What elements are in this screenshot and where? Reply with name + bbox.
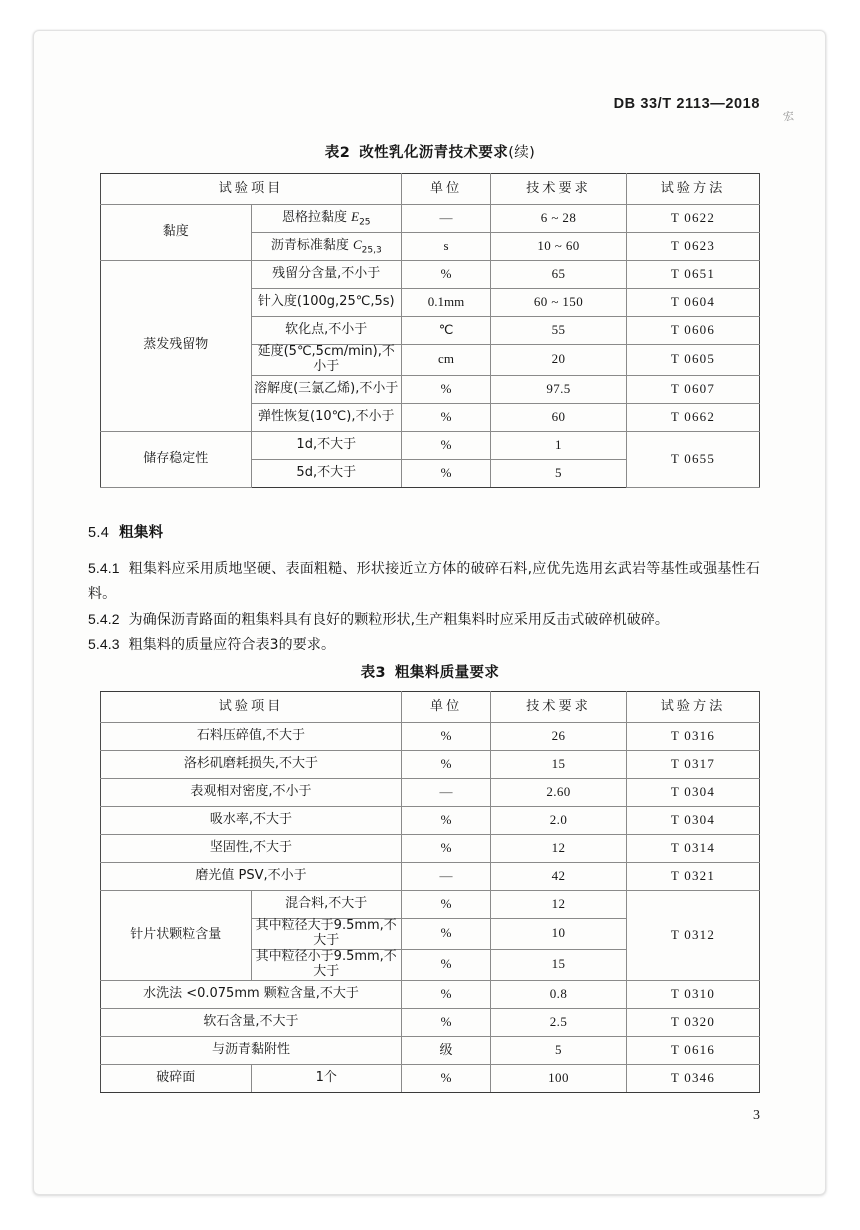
table2-body: [101, 205, 760, 488]
table3-method: T 0310: [627, 980, 760, 1008]
table3-item: 软石含量,不大于: [101, 1008, 402, 1036]
table3-unit: %: [402, 919, 491, 950]
clause-5-4-2-text: 为确保沥青路面的粗集料具有良好的颗粒形状,生产粗集料时应采用反击式破碎机破碎。: [128, 612, 669, 628]
table3-item: 其中粒径小于9.5mm,不大于: [251, 949, 402, 980]
table2-method: T 0606: [627, 317, 760, 345]
table-row: [101, 779, 760, 807]
table2-unit: %: [402, 403, 491, 431]
table2-method: T 0662: [627, 403, 760, 431]
table-row: [101, 205, 760, 233]
table-row: [101, 1008, 760, 1036]
table3-unit: %: [402, 835, 491, 863]
table3-unit: —: [402, 863, 491, 891]
table3-unit: %: [402, 751, 491, 779]
table3-item: 磨光值 PSV,不小于: [101, 863, 402, 891]
table3-unit: %: [402, 1008, 491, 1036]
table2-requirement: 60 ~ 150: [491, 289, 627, 317]
table3-requirement: 2.5: [491, 1008, 627, 1036]
table3-item: 其中粒径大于9.5mm,不大于: [251, 919, 402, 950]
table3-method: T 0317: [627, 751, 760, 779]
table2-requirement: 65: [491, 261, 627, 289]
table-3-coarse-aggregate-quality: [100, 691, 760, 1093]
table2-item: 5d,不大于: [251, 459, 402, 487]
table3-item: 1个: [251, 1064, 402, 1092]
table2-unit: —: [402, 205, 491, 233]
table3-requirement: 10: [491, 919, 627, 950]
table-row: [101, 863, 760, 891]
table2-caption-number: 表2: [324, 145, 351, 161]
table3-item: 水洗法 <0.075mm 颗粒含量,不大于: [101, 980, 402, 1008]
table2-col-header-item: 试验项目: [101, 174, 402, 205]
table2-item: 弹性恢复(10℃),不小于: [251, 403, 402, 431]
table-row: [101, 980, 760, 1008]
table2-unit: 0.1mm: [402, 289, 491, 317]
table-row: [101, 723, 760, 751]
table3-col-header-unit: 单位: [402, 692, 491, 723]
table2-group-label-evaporation-residue: 蒸发残留物: [101, 261, 252, 432]
table2-item: 溶解度(三氯乙烯),不小于: [251, 375, 402, 403]
table2-requirement: 20: [491, 345, 627, 376]
table3-method: T 0346: [627, 1064, 760, 1092]
table2-item: 软化点,不小于: [251, 317, 402, 345]
table2-col-header-method: 试验方法: [627, 174, 760, 205]
table2-requirement: 6 ~ 28: [491, 205, 627, 233]
table3-unit: %: [402, 980, 491, 1008]
table3-requirement: 12: [491, 835, 627, 863]
clause-5-4-1-text: 粗集料应采用质地坚硬、表面粗糙、形状接近立方体的破碎石料,应优先选用玄武岩等基性或强基性石料。: [88, 561, 760, 602]
clause-5-4-2-number: 5.4.2: [88, 611, 120, 627]
table2-item-standard-viscosity: 沥青标准黏度 $C_{25,3}$: [251, 233, 402, 261]
table-row: [101, 751, 760, 779]
table3-group-label-flaky-particles: 针片状颗粒含量: [101, 891, 252, 981]
clause-5-4-1-number: 5.4.1: [88, 560, 120, 576]
table2-requirement: 55: [491, 317, 627, 345]
table3-item: 洛杉矶磨耗损失,不大于: [101, 751, 402, 779]
clause-5-4-number: 5.4: [88, 525, 110, 541]
table2-method-storage-stability: T 0655: [627, 431, 760, 487]
table-row: [101, 261, 760, 289]
table-row: [101, 807, 760, 835]
table2-col-header-unit: 单位: [402, 174, 491, 205]
table3-unit: 级: [402, 1036, 491, 1064]
table2-item: 1d,不大于: [251, 431, 402, 459]
table2-method: T 0604: [627, 289, 760, 317]
table3-caption-number: 表3: [360, 665, 387, 681]
table2-requirement: 60: [491, 403, 627, 431]
table3-col-header-requirement: 技术要求: [491, 692, 627, 723]
table3-requirement: 0.8: [491, 980, 627, 1008]
table2-requirement: 10 ~ 60: [491, 233, 627, 261]
clause-5-4-heading: [88, 521, 760, 542]
table3-method: T 0304: [627, 779, 760, 807]
table3-group-label-crushed-face: 破碎面: [101, 1064, 252, 1092]
table3-item: 吸水率,不大于: [101, 807, 402, 835]
table3-requirement: 5: [491, 1036, 627, 1064]
clause-5-4-3-text: 粗集料的质量应符合表3的要求。: [128, 637, 336, 653]
table3-caption-title: 粗集料质量要求: [395, 665, 500, 681]
table-row: [101, 835, 760, 863]
table3-method: T 0316: [627, 723, 760, 751]
table3-unit: —: [402, 779, 491, 807]
clause-5-4-2-paragraph: [88, 607, 760, 633]
table-row: [101, 1064, 760, 1092]
clause-5-4-1-paragraph: [88, 556, 760, 607]
table3-col-header-method: 试验方法: [627, 692, 760, 723]
table3-method: T 0304: [627, 807, 760, 835]
table3-method-flaky-particles: T 0312: [627, 891, 760, 981]
table2-method: T 0623: [627, 233, 760, 261]
table3-requirement: 2.0: [491, 807, 627, 835]
document-header-standard-number: DB 33/T 2113—2018: [613, 96, 760, 112]
table3-requirement: 42: [491, 863, 627, 891]
table-2-modified-emulsified-asphalt: [100, 173, 760, 488]
table2-item: 残留分含量,不小于: [251, 261, 402, 289]
table2-requirement: 5: [491, 459, 627, 487]
table2-group-label-storage-stability: 储存稳定性: [101, 431, 252, 487]
table3-requirement: 12: [491, 891, 627, 919]
table3-requirement: 26: [491, 723, 627, 751]
table2-method: T 0622: [627, 205, 760, 233]
table2-unit: ℃: [402, 317, 491, 345]
table-row: [101, 891, 760, 919]
table2-unit: %: [402, 431, 491, 459]
table2-head: [101, 174, 760, 205]
table3-header-row: [101, 692, 760, 723]
table3-item: 表观相对密度,不小于: [101, 779, 402, 807]
table3-item: 与沥青黏附性: [101, 1036, 402, 1064]
table3-requirement: 100: [491, 1064, 627, 1092]
header-rule: [100, 120, 760, 121]
page-number: 3: [753, 1108, 760, 1123]
table-row: [101, 1036, 760, 1064]
table3-unit: %: [402, 723, 491, 751]
table3-requirement: 15: [491, 949, 627, 980]
table-row: [101, 431, 760, 459]
table2-caption-title: 改性乳化沥青技术要求: [359, 145, 509, 161]
table3-item: 混合料,不大于: [251, 891, 402, 919]
table2-item: 针入度(100g,25℃,5s): [251, 289, 402, 317]
scan-artifact-mark: 宏: [782, 109, 795, 124]
clause-5-4-3-paragraph: [88, 632, 760, 658]
table3-item: 石料压碎值,不大于: [101, 723, 402, 751]
table3-requirement: 15: [491, 751, 627, 779]
table2-group-label-viscosity: 黏度: [101, 205, 252, 261]
table3-method: T 0320: [627, 1008, 760, 1036]
table2-method: T 0605: [627, 345, 760, 376]
table2-item-engler-viscosity: 恩格拉黏度 $E_{25}$: [251, 205, 402, 233]
table3-head: [101, 692, 760, 723]
table3-unit: %: [402, 891, 491, 919]
clause-5-4-3-number: 5.4.3: [88, 636, 120, 652]
table2-caption-suffix: (续): [508, 145, 536, 161]
table3-item: 坚固性,不大于: [101, 835, 402, 863]
table3-unit: %: [402, 1064, 491, 1092]
table2-item: 延度(5℃,5cm/min),不小于: [251, 345, 402, 376]
table2-method: T 0607: [627, 375, 760, 403]
table2-unit: cm: [402, 345, 491, 376]
table2-unit: %: [402, 375, 491, 403]
table2-caption: [0, 141, 860, 162]
table2-col-header-requirement: 技术要求: [491, 174, 627, 205]
table2-unit: %: [402, 261, 491, 289]
table2-requirement: 97.5: [491, 375, 627, 403]
table3-col-header-item: 试验项目: [101, 692, 402, 723]
table2-unit: s: [402, 233, 491, 261]
table2-unit: %: [402, 459, 491, 487]
table3-caption: [0, 661, 860, 682]
table3-method: T 0321: [627, 863, 760, 891]
table3-method: T 0314: [627, 835, 760, 863]
table3-body: [101, 723, 760, 1093]
clause-5-4-title: 粗集料: [119, 525, 164, 541]
table2-requirement: 1: [491, 431, 627, 459]
table3-unit: %: [402, 807, 491, 835]
table3-requirement: 2.60: [491, 779, 627, 807]
table2-method: T 0651: [627, 261, 760, 289]
table3-unit: %: [402, 949, 491, 980]
table2-header-row: [101, 174, 760, 205]
table3-method: T 0616: [627, 1036, 760, 1064]
